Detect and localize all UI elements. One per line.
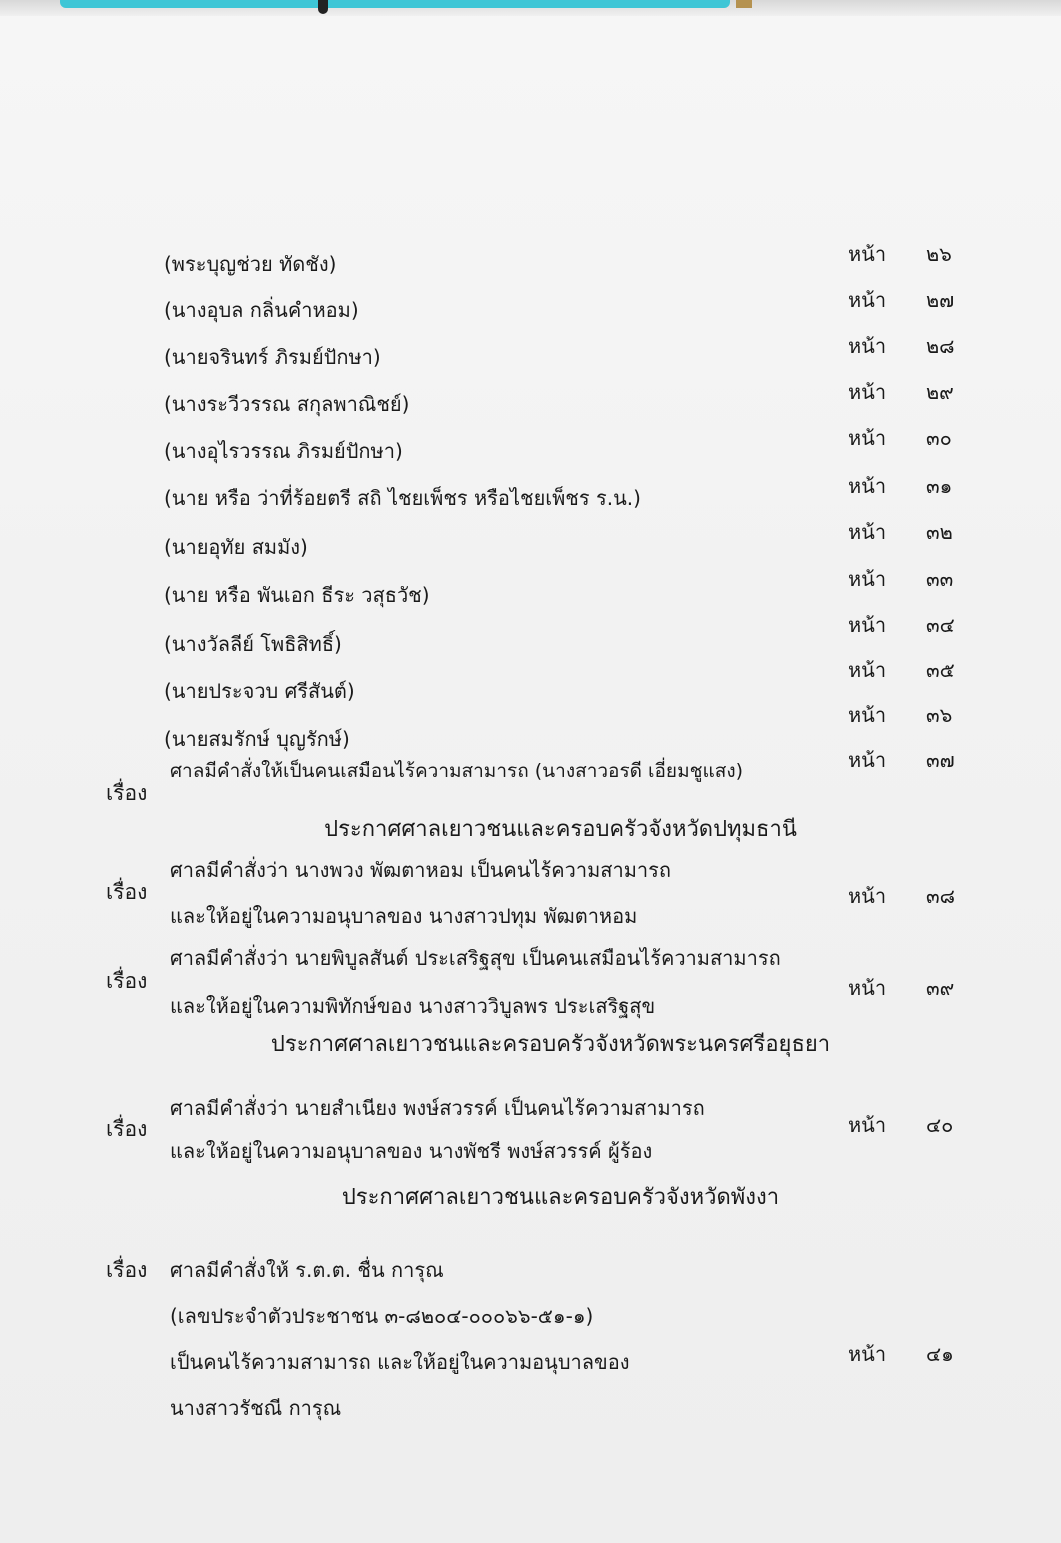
- page-number: ๒๖: [926, 242, 952, 266]
- story-text: (เลขประจำตัวประชาชน ๓-๘๒๐๔-๐๐๐๖๖-๕๑-๑): [170, 1304, 594, 1328]
- entry-name: (นายจรินทร์ ภิรมย์ปักษา): [164, 345, 381, 369]
- story-text: และให้อยู่ในความอนุบาลของ นางพัชรี พงษ์สวรรค์ ผู้ร้อง: [170, 1139, 653, 1163]
- entry-name: (นายประจวบ ศรีสันต์): [164, 679, 355, 703]
- story-label: เรื่อง: [106, 880, 148, 904]
- story-label: เรื่อง: [106, 1258, 148, 1282]
- binder-clip: [736, 0, 752, 8]
- story-text: นางสาวรัชณี การุณ: [170, 1396, 342, 1420]
- page-label: หน้า: [848, 242, 887, 266]
- entry-name: (นายอุทัย สมมัง): [164, 535, 308, 559]
- page-number: ๓๕: [926, 658, 955, 682]
- page-number: ๓๖: [926, 703, 953, 727]
- page-label: หน้า: [848, 703, 887, 727]
- page-label: หน้า: [848, 288, 887, 312]
- page-label: หน้า: [848, 474, 887, 498]
- page-number: ๒๙: [926, 380, 954, 404]
- page-number: ๔๑: [926, 1342, 954, 1366]
- page-label: หน้า: [848, 426, 887, 450]
- story-label: เรื่อง: [106, 1117, 148, 1141]
- page-number: ๓๘: [926, 884, 956, 908]
- page-number: ๓๗: [926, 748, 955, 772]
- binder-notch: [318, 0, 328, 14]
- page-label: หน้า: [848, 658, 887, 682]
- page-number: ๓๑: [926, 474, 953, 498]
- entry-name: (นางอุไรวรรณ ภิรมย์ปักษา): [164, 439, 403, 463]
- story-text: และให้อยู่ในความอนุบาลของ นางสาวปทุม พัฒตาหอม: [170, 904, 638, 928]
- page-label: หน้า: [848, 520, 887, 544]
- entry-name: (นางระวีวรรณ สกุลพาณิชย์): [164, 392, 410, 416]
- page-number: ๓๔: [926, 613, 955, 637]
- section-heading: ประกาศศาลเยาวชนและครอบครัวจังหวัดพระนครศรีอยุธยา: [270, 1032, 831, 1057]
- story-text: ศาลมีคำสั่งให้ ร.ต.ต. ชื่น การุณ: [170, 1258, 444, 1282]
- entry-name: (นาย หรือ ว่าที่ร้อยตรี สถิ ไชยเพ็ชร หรือไชยเพ็ชร ร.น.): [164, 486, 641, 510]
- page-number: ๓๐: [926, 426, 952, 450]
- entry-name: (นางวัลลีย์ โพธิสิทธิ์): [164, 632, 342, 656]
- page-number: ๓๒: [926, 520, 953, 544]
- story-text: และให้อยู่ในความพิทักษ์ของ นางสาววิบูลพร ประเสริฐสุข: [170, 994, 656, 1018]
- page-label: หน้า: [848, 567, 887, 591]
- page-label: หน้า: [848, 380, 887, 404]
- entry-name: (นาย หรือ พันเอก ธีระ วสุธวัช): [164, 583, 430, 607]
- story-label: เรื่อง: [106, 969, 148, 993]
- story-text: ศาลมีคำสั่งว่า นายสำเนียง พงษ์สวรรค์ เป็นคนไร้ความสามารถ: [170, 1096, 705, 1120]
- story-text: ศาลมีคำสั่งให้เป็นคนเสมือนไร้ความสามารถ (นางสาวอรดี เอี่ยมชูแสง): [170, 760, 744, 782]
- page-label: หน้า: [848, 748, 887, 772]
- story-text: ศาลมีคำสั่งว่า นายพิบูลสันต์ ประเสริฐสุข เป็นคนเสมือนไร้ความสามารถ: [170, 946, 781, 970]
- story-text: ศาลมีคำสั่งว่า นางพวง พัฒตาหอม เป็นคนไร้ความสามารถ: [170, 858, 671, 882]
- page-label: หน้า: [848, 976, 887, 1000]
- page-number: ๒๘: [926, 334, 955, 358]
- page-number: ๒๗: [926, 288, 955, 312]
- page-number: ๔๐: [926, 1113, 954, 1137]
- section-heading: ประกาศศาลเยาวชนและครอบครัวจังหวัดปทุมธานี: [324, 817, 797, 842]
- binder-tab: [60, 0, 730, 8]
- story-label: เรื่อง: [106, 781, 148, 805]
- page-label: หน้า: [848, 334, 887, 358]
- page-label: หน้า: [848, 613, 887, 637]
- entry-name: (พระบุญช่วย ทัดชัง): [164, 252, 337, 276]
- page-label: หน้า: [848, 884, 887, 908]
- page-label: หน้า: [848, 1342, 887, 1366]
- entry-name: (นางอุบล กลิ่นคำหอม): [164, 298, 359, 322]
- entry-name: (นายสมรักษ์ บุญรักษ์): [164, 727, 350, 751]
- story-text: เป็นคนไร้ความสามารถ และให้อยู่ในความอนุบาลของ: [170, 1350, 630, 1374]
- section-heading: ประกาศศาลเยาวชนและครอบครัวจังหวัดพังงา: [341, 1185, 780, 1210]
- page-number: ๓๓: [926, 567, 954, 591]
- page-number: ๓๙: [926, 976, 955, 1000]
- page-label: หน้า: [848, 1113, 887, 1137]
